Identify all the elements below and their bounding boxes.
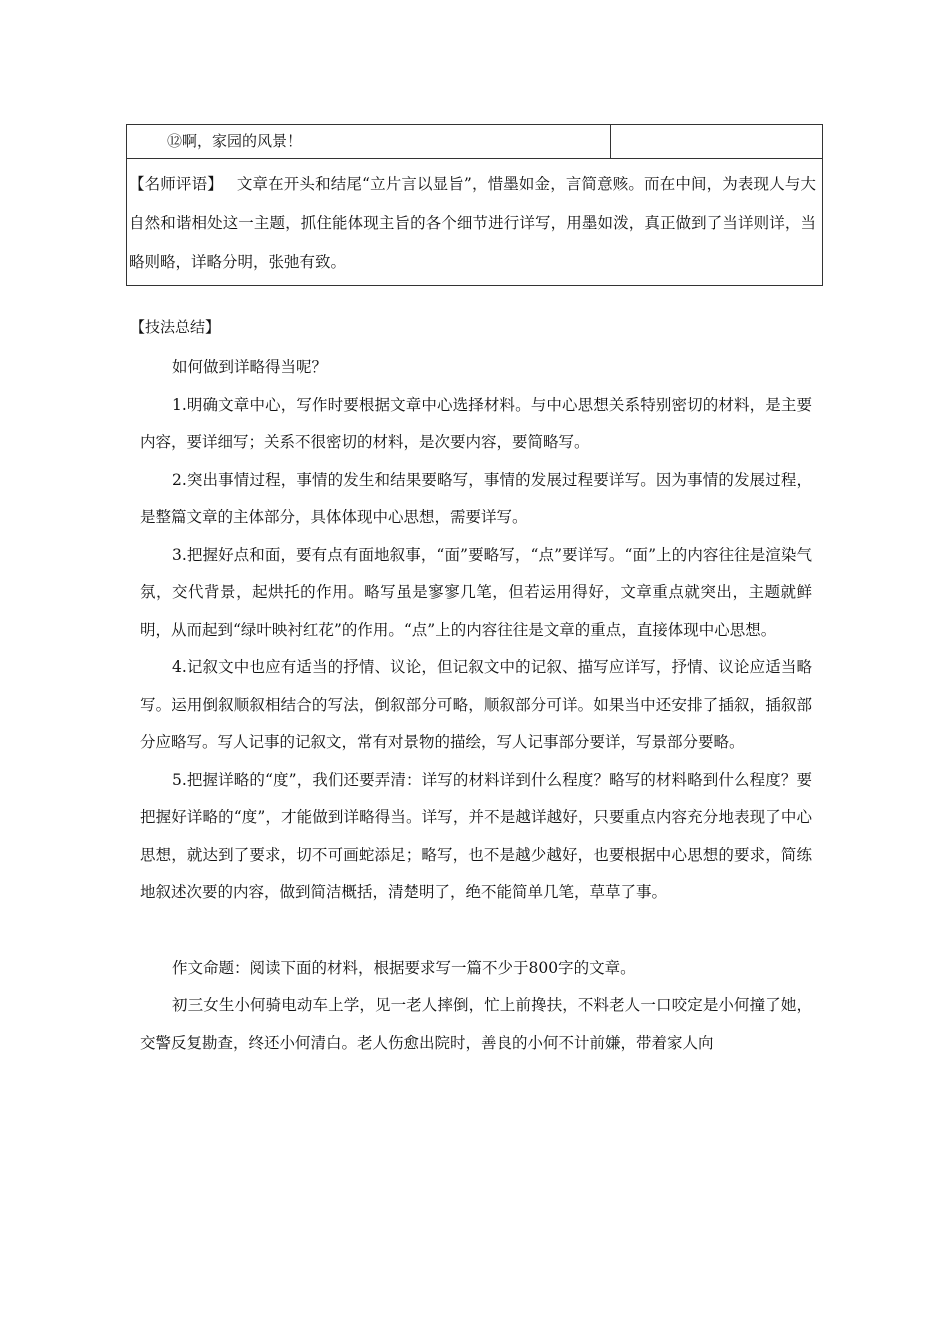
summary-point-1: 1.明确文章中心，写作时要根据文章中心选择材料。与中心思想关系特别密切的材料，是主要内容，要详细写；关系不很密切的材料，是次要内容，要简略写。 — [140, 395, 812, 451]
technique-summary — [140, 349, 812, 1062]
summary-point-5: 5.把握详略的“度”，我们还要弄清：详写的材料详到什么程度？略写的材料略到什么程度？要把握好详略的“度”，才能做到详略得当。详写，并不是越详越好，只要重点内容充分地表现了中心思想，就达到了要求，切不可画蛇添足；略写，也不是越少越好，也要根据中心思想的要求，简练地叙述次要的内容，做到简洁概括，清楚明了，绝不能简单几笔，草草了事。 — [140, 770, 812, 901]
summary-question: 如何做到详略得当呢？ — [172, 358, 328, 376]
summary-point-3: 3.把握好点和面，要有点有面地叙事，“面”要略写，“点”要详写。“面”上的内容往往是渲染气氛，交代背景，起烘托的作用。略写虽是寥寥几笔，但若运用得好，文章重点就突出，主题就鲜明，从而起到“绿叶映衬红花”的作用。“点”上的内容往往是文章的重点，直接体现中心思想。 — [140, 545, 812, 639]
assignment-prompt: 作文命题：阅读下面的材料，根据要求写一篇不少于800字的文章。 — [172, 958, 636, 977]
table-cell-empty — [611, 125, 822, 158]
comment-table — [126, 124, 823, 286]
summary-point-4: 4.记叙文中也应有适当的抒情、议论，但记叙文中的记叙、描写应详写，抒情、议论应适当略写。运用倒叙顺叙相结合的写法，倒叙部分可略，顺叙部分可详。如果当中还安排了插叙，插叙部分应略写。写人记事的记叙文，常有对景物的描绘，写人记事部分要详，写景部分要略。 — [140, 658, 812, 751]
teacher-comment-cell — [127, 159, 822, 285]
assignment-material: 初三女生小何骑电动车上学，见一老人摔倒，忙上前搀扶，不料老人一口咬定是小何撞了她，交警反复勘查，终还小何清白。老人伤愈出院时，善良的小何不计前嫌，带着家人向 — [140, 996, 812, 1052]
table-row — [127, 125, 822, 159]
table-cell-paragraph-12: ⑫啊，家园的风景！ — [127, 125, 611, 158]
summary-point-2: 2.突出事情过程，事情的发生和结果要略写，事情的发展过程要详写。因为事情的发展过程，是整篇文章的主体部分，具体体现中心思想，需要详写。 — [140, 470, 812, 526]
teacher-comment-text: 文章在开头和结尾“立片言以显旨”，惜墨如金，言简意赅。而在中间，为表现人与大自然和谐相处这一主题，抓住能体现主旨的各个细节进行详写，用墨如泼，真正做到了当详则详，当略则略，详略分明，张弛有致。 — [129, 175, 816, 271]
teacher-comment-tag: 【名师评语】 — [129, 175, 223, 193]
section-title: 【技法总结】 — [130, 318, 221, 336]
